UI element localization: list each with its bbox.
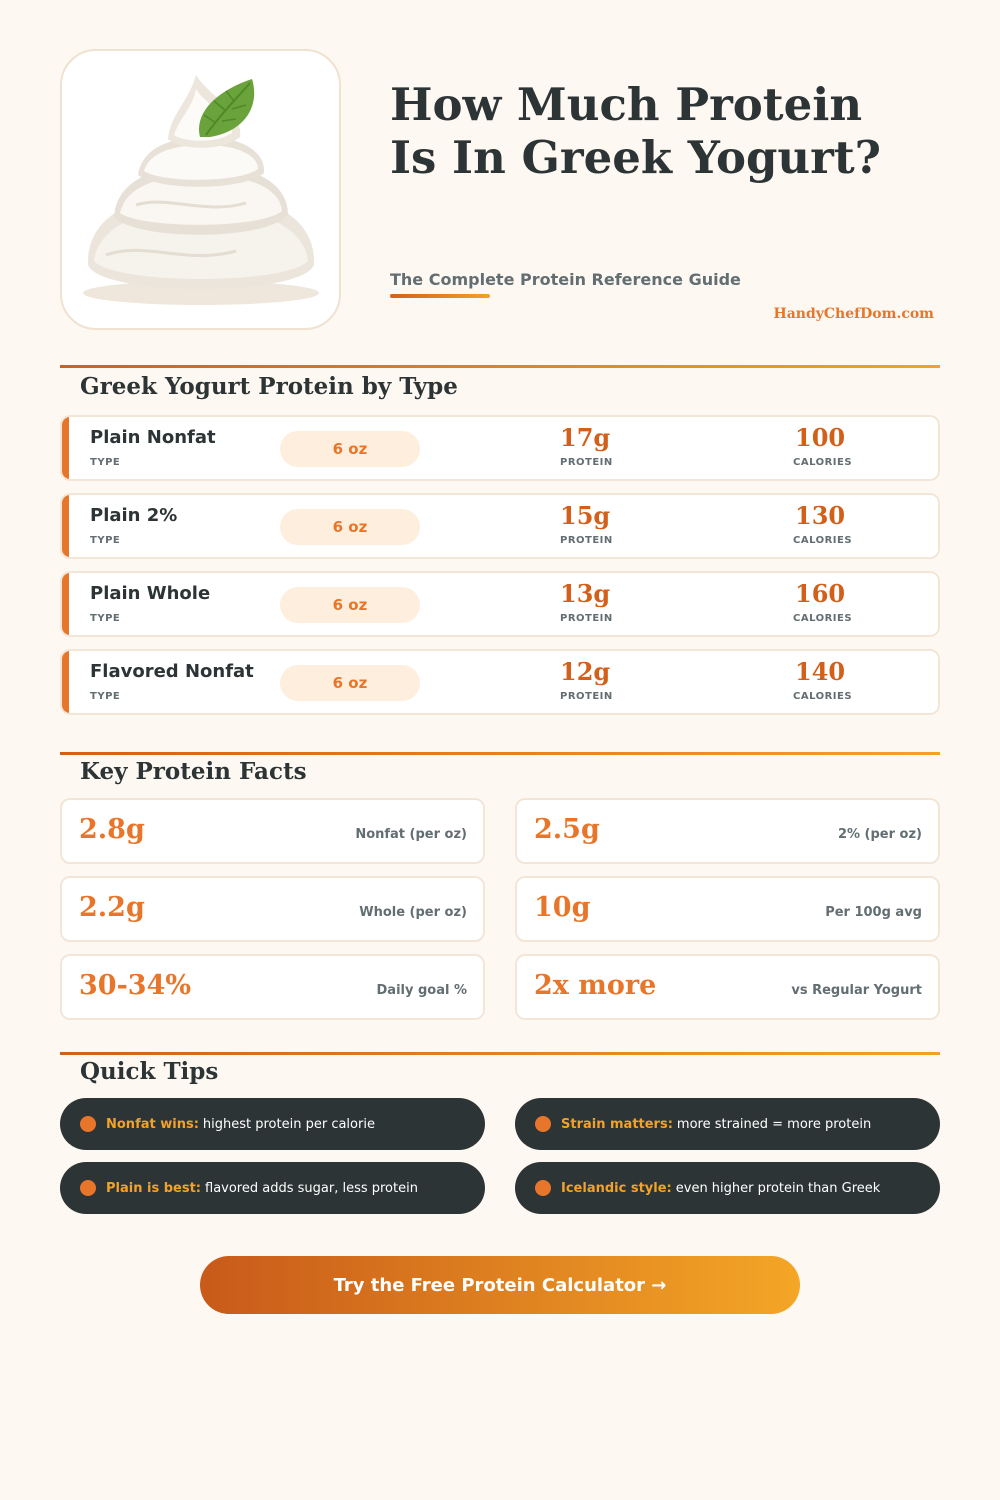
type-name: Plain Whole: [90, 583, 211, 604]
section-divider: [60, 365, 940, 368]
row-accent-bar: [62, 573, 69, 635]
fact-label: Nonfat (per oz): [355, 827, 467, 842]
hero-image: [60, 49, 341, 330]
fact-value: 2x more: [534, 970, 657, 1001]
serving-badge: 6 oz: [280, 509, 420, 545]
fact-label: Daily goal %: [376, 983, 467, 998]
tip-pill: [60, 1098, 485, 1150]
calories-value: 140: [795, 657, 846, 686]
protein-calculator-button[interactable]: Try the Free Protein Calculator →: [200, 1256, 800, 1314]
protein-value: 12g: [560, 657, 611, 686]
calories-value: 130: [795, 501, 846, 530]
row-accent-bar: [62, 417, 69, 479]
fact-card: [60, 798, 485, 864]
type-name: Plain Nonfat: [90, 427, 216, 448]
bullet-dot-icon: [80, 1116, 96, 1132]
type-name: Flavored Nonfat: [90, 661, 254, 682]
fact-value: 30-34%: [79, 970, 192, 1001]
type-row: [60, 571, 940, 637]
tip-heading: Plain is best:: [106, 1180, 201, 1196]
protein-value: 15g: [560, 501, 611, 530]
fact-value: 2.5g: [534, 814, 600, 845]
protein-value: 13g: [560, 579, 611, 608]
serving-badge: 6 oz: [280, 431, 420, 467]
section-divider: [60, 1052, 940, 1055]
type-label: TYPE: [90, 613, 121, 624]
type-label: TYPE: [90, 535, 121, 546]
facts-section-title: Key Protein Facts: [80, 758, 307, 785]
type-label: TYPE: [90, 691, 121, 702]
tip-pill: [60, 1162, 485, 1214]
protein-label: PROTEIN: [560, 535, 613, 546]
calories-value: 160: [795, 579, 846, 608]
fact-value: 2.2g: [79, 892, 145, 923]
tip-text: even higher protein than Greek: [675, 1180, 881, 1196]
page-subtitle: The Complete Protein Reference Guide: [390, 270, 741, 289]
fact-card: [515, 798, 940, 864]
protein-label: PROTEIN: [560, 457, 613, 468]
bullet-dot-icon: [80, 1180, 96, 1196]
fact-label: 2% (per oz): [837, 827, 922, 842]
fact-label: vs Regular Yogurt: [791, 983, 922, 998]
bullet-dot-icon: [535, 1116, 551, 1132]
fact-label: Per 100g avg: [825, 905, 922, 920]
yogurt-swirl-icon: [76, 65, 326, 315]
calories-value: 100: [795, 423, 846, 452]
calories-label: CALORIES: [793, 691, 853, 702]
row-accent-bar: [62, 495, 69, 557]
serving-badge: 6 oz: [280, 587, 420, 623]
fact-value: 2.8g: [79, 814, 145, 845]
types-section-title: Greek Yogurt Protein by Type: [80, 373, 458, 400]
protein-label: PROTEIN: [560, 691, 613, 702]
fact-label: Whole (per oz): [359, 905, 467, 920]
type-label: TYPE: [90, 457, 121, 468]
calories-label: CALORIES: [793, 457, 853, 468]
type-row: [60, 415, 940, 481]
type-row: [60, 649, 940, 715]
calories-label: CALORIES: [793, 535, 853, 546]
tips-section-title: Quick Tips: [80, 1058, 219, 1085]
tip-heading: Strain matters:: [561, 1116, 673, 1132]
type-name: Plain 2%: [90, 505, 178, 526]
type-row: [60, 493, 940, 559]
tip-pill: [515, 1098, 940, 1150]
fact-card: [515, 876, 940, 942]
tip-heading: Nonfat wins:: [106, 1116, 199, 1132]
calories-label: CALORIES: [793, 613, 853, 624]
tip-text: more strained = more protein: [676, 1116, 872, 1132]
section-divider: [60, 752, 940, 755]
site-link[interactable]: HandyChefDom.com: [773, 306, 934, 322]
fact-card: [60, 876, 485, 942]
row-accent-bar: [62, 651, 69, 713]
tip-heading: Icelandic style:: [561, 1180, 672, 1196]
tip-pill: [515, 1162, 940, 1214]
fact-card: [515, 954, 940, 1020]
fact-value: 10g: [534, 892, 591, 923]
subtitle-underline: [390, 294, 490, 298]
bullet-dot-icon: [535, 1180, 551, 1196]
page-title: How Much Protein Is In Greek Yogurt?: [390, 78, 882, 184]
serving-badge: 6 oz: [280, 665, 420, 701]
protein-label: PROTEIN: [560, 613, 613, 624]
protein-value: 17g: [560, 423, 611, 452]
tip-text: highest protein per calorie: [202, 1116, 375, 1132]
fact-card: [60, 954, 485, 1020]
tip-text: flavored adds sugar, less protein: [205, 1180, 418, 1196]
